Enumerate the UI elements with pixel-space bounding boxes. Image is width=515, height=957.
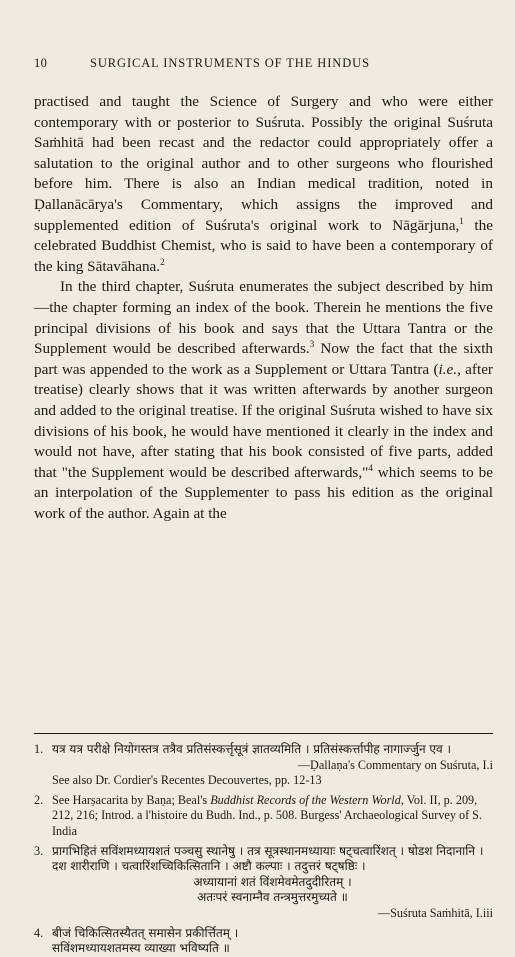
footnote-3-verse-2: अतःपरं स्वनाम्नैव तन्त्रमुत्तरमुच्यते ॥ <box>197 890 348 905</box>
paragraph-2-text-d: which seems to be an interpolation of the Supplementer to pass his edition as the original work of the author. Again at the <box>34 463 493 522</box>
footnote-2-italic: Buddhist Records of the Western World <box>210 792 401 807</box>
footnote-4-line-2: सविंशमध्यायशतमस्य व्याख्या भविष्यति ॥ <box>52 941 230 956</box>
footnote-1-number: 1. <box>34 742 44 756</box>
footnote-3-source: —Suśruta Saṁhitā, I.iii <box>377 905 493 920</box>
footnote-3-sanskrit: प्रागभिहितं सविंशमध्यायशतं पञ्चसु स्थानेषु । तत्र सूत्रस्थानमध्यायाः षट्चत्वारिंशत् । षोडश निदानानि । दश शारीराणि । चत्वारिंशच्चिकित्सितानि । अष्टौ कल्पाः । तदुत्तरं षट्षष्ठिः । <box>52 843 484 874</box>
paragraph-2-text-c: after treatise) clearly shows that it was written afterwards by another surgeon and added to the original treatise. If the original Suśruta wished to have six divisions of his book, he would have mentioned it clearly in the index and would not have, after stating that his book consisted of five parts, added that "the Supplement would be described afterwards," <box>34 360 493 481</box>
footnote-4-line-1: बीजं चिकित्सितस्यैतत् समासेन प्रकीर्त्तितम् । <box>52 925 239 940</box>
footnote-rule <box>34 733 493 734</box>
footnote-4 <box>34 926 493 957</box>
footnote-ref-1[interactable]: 1 <box>459 215 464 226</box>
footnotes <box>34 742 493 957</box>
footnote-2 <box>34 793 493 840</box>
footnote-1-extra: See also Dr. Cordier's Recentes Decouvertes, pp. 12-13 <box>52 773 322 788</box>
footnote-ref-3[interactable]: 3 <box>309 339 315 350</box>
italic-ie: i.e., <box>438 360 461 378</box>
footnote-3 <box>34 844 493 922</box>
footnote-1 <box>34 742 493 789</box>
page-number: 10 <box>34 56 48 70</box>
footnote-ref-2[interactable]: 2 <box>160 256 165 267</box>
footnote-2-number: 2. <box>34 792 44 807</box>
footnote-4-number: 4. <box>34 925 44 940</box>
running-header <box>34 56 491 74</box>
paragraph-1 <box>34 92 493 277</box>
main-text <box>34 92 493 524</box>
paragraph-2-text-a: In the third chapter, Suśruta enumerates the subject described by him—the chapter forming an index of the book. Therein he mentions the five principal divisions of his book and says that the Uttara Tantra or the Supplement would be described afterwards. <box>34 278 493 358</box>
footnote-2-text-b: , Vol. II, p. 209, 212, 216; Introd. a l'histoire du Budh. Ind., p. 508. Burgess' Archaeological Survey of S. India <box>52 792 483 838</box>
footnote-ref-4[interactable]: 4 <box>368 462 373 473</box>
paragraph-2-text-b: Now the fact that the sixth part was appended to the work as a Supplement or Uttara Tantra ( <box>34 340 494 378</box>
paragraph-2 <box>34 277 493 524</box>
paragraph-1-text-a: practised and taught the Science of Surgery and who were either contemporary with or posterior to Suśruta. Possibly the original Suśruta Saṁhitā had been recast and the redactor could appropriately offer a salutation to the original author and to other surgeons who flourished before him. There is also an Indian medical tradition, noted in Ḍallanācārya's Commentary, which assigns the improved and supplemented edition of Suśruta's original work to Nāgārjuna, <box>34 93 493 234</box>
footnote-1-sanskrit: यत्र यत्र परीक्षे नियोगस्तत्र तत्रैव प्रतिसंस्कर्त्तृसूत्रं ज्ञातव्यमिति । प्रतिसंस्कर्त्तापीह नागार्ज्जुन एव । <box>52 742 452 756</box>
footnote-2-text-a: See Harṣacarita by Baṇa; Beal's <box>52 792 211 807</box>
running-title: SURGICAL INSTRUMENTS OF THE HINDUS <box>90 56 370 70</box>
footnote-3-verse-1: अध्यायानां शतं विंशमेवमेतदुदीरितम् । <box>193 874 352 889</box>
paragraph-1-text-b: the celebrated Buddhist Chemist, who is said to have been a contemporary of the king Sātavāhana. <box>34 216 493 275</box>
footnote-3-number: 3. <box>34 843 44 858</box>
footnote-1-source: —Ḍallaṇa's Commentary on Suśruta, I.i <box>297 757 493 772</box>
